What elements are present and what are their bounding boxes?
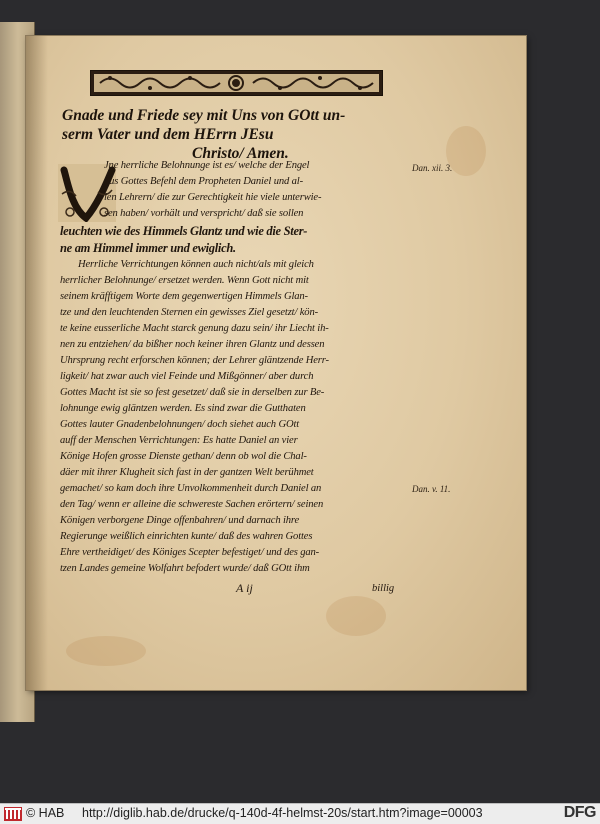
text-line: Uhrsprung recht erforschen können; der Lehrer gläntzende Herr- [60,355,329,366]
heading-line: Gnade und Friede sey mit Uns von GOtt un- [62,107,346,124]
text-line: Gottes Macht ist sie so fest gesetzet/ daß sie in derselben zur Be- [60,387,325,398]
text-line: Herrliche Verrichtungen können auch nicht/als mit gleich [78,259,314,270]
text-line: gemachet/ so kam doch ihre Unvolkommenheit durch Daniel an [60,483,322,494]
heading-line: serm Vater und dem HErrn JEsu [62,126,274,143]
page-heading [62,106,412,163]
text-line: nen zu entziehen/ da bißher noch keiner ihren Glantz und dessen [60,339,325,350]
text-line: ligkeit/ hat zwar auch viel Feinde und Mißgönner/ aber durch [60,371,314,382]
text-line: tzen Landes gemeine Wolfahrt befodert wurde/ daß GOtt ihm [60,563,310,574]
text-line: den Tag/ wenn er alleine die schwereste Sachen erörtern/ seinen [60,499,324,510]
heading-line: Christo/ Amen. [192,145,289,162]
page-gutter-shadow [26,36,48,690]
source-url-link[interactable]: http://diglib.hab.de/drucke/q-140d-4f-helmst-20s/start.htm?image=00003 [82,806,483,820]
text-line: Ehre vertheidiget/ des Königes Scepter befestiget/ und des gan- [60,547,320,558]
text-line: auff der Menschen Verrichtungen: Es hatte Daniel an vier [60,435,298,446]
text-line: aus Gottes Befehl dem Propheten Daniel und al- [104,176,303,187]
dfg-logo: DFG [563,804,596,821]
ornament-headpiece [90,70,383,96]
text-line: Jne herrliche Belohnunge ist es/ welche der Engel [104,160,310,171]
text-line: Regierunge weißlich einrichten kunte/ daß des wahren Gottes [60,531,313,542]
text-line: tze und den leuchtenden Sternen ein gewisses Ziel gesetzt/ kön- [60,307,318,318]
catchword: billig [372,583,395,594]
text-line: seinem kräfftigem Worte dem gegenwertigen Himmels Glan- [60,291,308,302]
text-line: lohnunge ewig gläntzen werden. Es sind zwar die Gutthaten [60,403,306,414]
text-line: ne am Himmel immer und ewiglich. [60,241,236,255]
copyright-text: © HAB [26,806,65,820]
text-line: te keine eusserliche Macht starck genung dazu sein/ ihr Liecht ih- [60,323,329,334]
text-line: herrlicher Belohnunge/ ersetzet werden. Wenn Gott nicht mit [60,275,309,286]
text-line: däer mit ihrer Klugheit sich fast in der gantzen Welt berühmet [60,467,314,478]
text-line: sen haben/ vorhält und verspricht/ daß sie sollen [104,208,304,219]
text-line: Könige Hofen grosse Dienste gethan/ denn ob wol die Chal- [60,451,307,462]
viewer-footer [0,803,600,824]
hab-logo-icon [4,807,22,821]
signature-mark: A ij [236,581,253,595]
text-line: Königen verborgene Dinge offenbahren/ und darnach ihre [60,515,300,526]
text-line: Gottes lauter Gnadenbelohnungen/ doch siehet auch GOtt [60,419,300,430]
margin-reference: Dan. xii. 3. [412,163,453,173]
margin-reference: Dan. v. 11. [412,484,451,494]
text-line: leuchten wie des Himmels Glantz und wie die Ster- [60,224,308,238]
text-line: len Lehrern/ die zur Gerechtigkeit hie viele unterwie- [104,192,322,203]
